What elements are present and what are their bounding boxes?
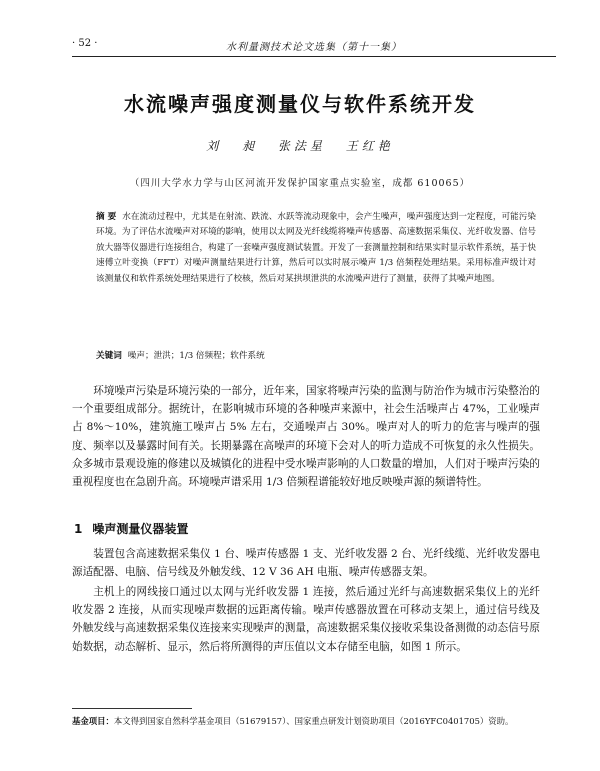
body-paragraph-2: 装置包含高速数据采集仪 1 台、噪声传感器 1 支、光纤收发器 2 台、光纤线缆、光纤收发器电源适配器、电脑、信号线及外触发线、12 V 36 AH 电瓶、噪声传感器支架。 xyxy=(72,548,540,579)
authors: 刘 昶 张法星 王红艳 xyxy=(206,139,394,153)
footnote-text: 本文得到国家自然科学基金项目（51679157）、国家重点研发计划资助项目（2016YFC0401705）资助。 xyxy=(113,716,514,726)
keywords xyxy=(96,349,536,361)
paper-title: 水流噪声强度测量仪与软件系统开发 xyxy=(124,92,476,116)
footnote-label: 基金项目： xyxy=(72,716,114,726)
footnote xyxy=(72,714,540,728)
section-title: 噪声测量仪器装置 xyxy=(92,522,189,536)
abstract-label: 摘 要 xyxy=(96,212,117,222)
abstract xyxy=(96,210,536,287)
running-header xyxy=(72,38,556,57)
affiliation: （四川大学水力学与山区河流开发保护国家重点实验室，成都 610065） xyxy=(129,178,471,189)
keywords-label: 关键词 xyxy=(96,351,122,361)
abstract-text: 水在流动过程中，尤其是在射流、跌流、水跃等流动现象中，会产生噪声，噪声强度达到一定程度，可能污染环境。为了评估水流噪声对环境的影响，使用以太网及光纤线缆将噪声传感器、高速数据采集仪、光纤收发器、信号放大器等仪器进行连接组合，构建了一套噪声强度测试装置。开发了一套测量控制和结果实时显示软件系统，基于快速傅立叶变换（FFT）对噪声测量结果进行计算，然后可以实时展示噪声 1/3 倍频程处理结果。采用标准声级计对该测量仪和软件系统处理结果进行了校核，然后对某拱坝泄洪的水流噪声进行了测量，获得了其噪声地图。 xyxy=(96,212,536,284)
section-heading xyxy=(74,520,188,537)
footnote-divider xyxy=(72,708,192,709)
section-number: 1 xyxy=(74,522,83,536)
body-paragraph-1: 环境噪声污染是环境污染的一部分，近年来，国家将噪声污染的监测与防治作为城市污染整治的一个重要组成部分。据统计，在影响城市环境的各种噪声来源中，社会生活噪声占 47%，工业噪声占 8%～10%，建筑施工噪声占 5% 左右，交通噪声占 30%。噪声对人的听力的危害与噪声的强度、频率以及暴露时间有关。长期暴露在高噪声的环境下会对人的听力造成不可恢复的永久性损失。众多城市景观设施的修建以及城镇化的进程中受水噪声影响的人口数量的增加，人们对于噪声污染的重视程度也在急剧升高。环境噪声谱采用 1/3 倍频程谱能较好地反映噪声源的频谱特性。 xyxy=(72,385,540,489)
keywords-text: 噪声；泄洪；1/3 倍频程；软件系统 xyxy=(127,351,265,361)
page-number: · 52 · xyxy=(72,38,98,49)
journal-title: 水利量测技术论文选集（第十一集） xyxy=(226,42,402,53)
body-paragraph-3: 主机上的网线接口通过以太网与光纤收发器 1 连接，然后通过光纤与高速数据采集仪上的光纤收发器 2 连接，从而实现噪声数据的远距离传输。噪声传感器放置在可移动支架上，通过信号线及外触发线与高速数据采集仪连接来实现噪声的测量，高速数据采集仪接收采集设备测微的动态信号原始数据，动态解析、显示，然后将所测得的声压值以文本存储至电脑，如图 1 所示。 xyxy=(72,586,540,653)
